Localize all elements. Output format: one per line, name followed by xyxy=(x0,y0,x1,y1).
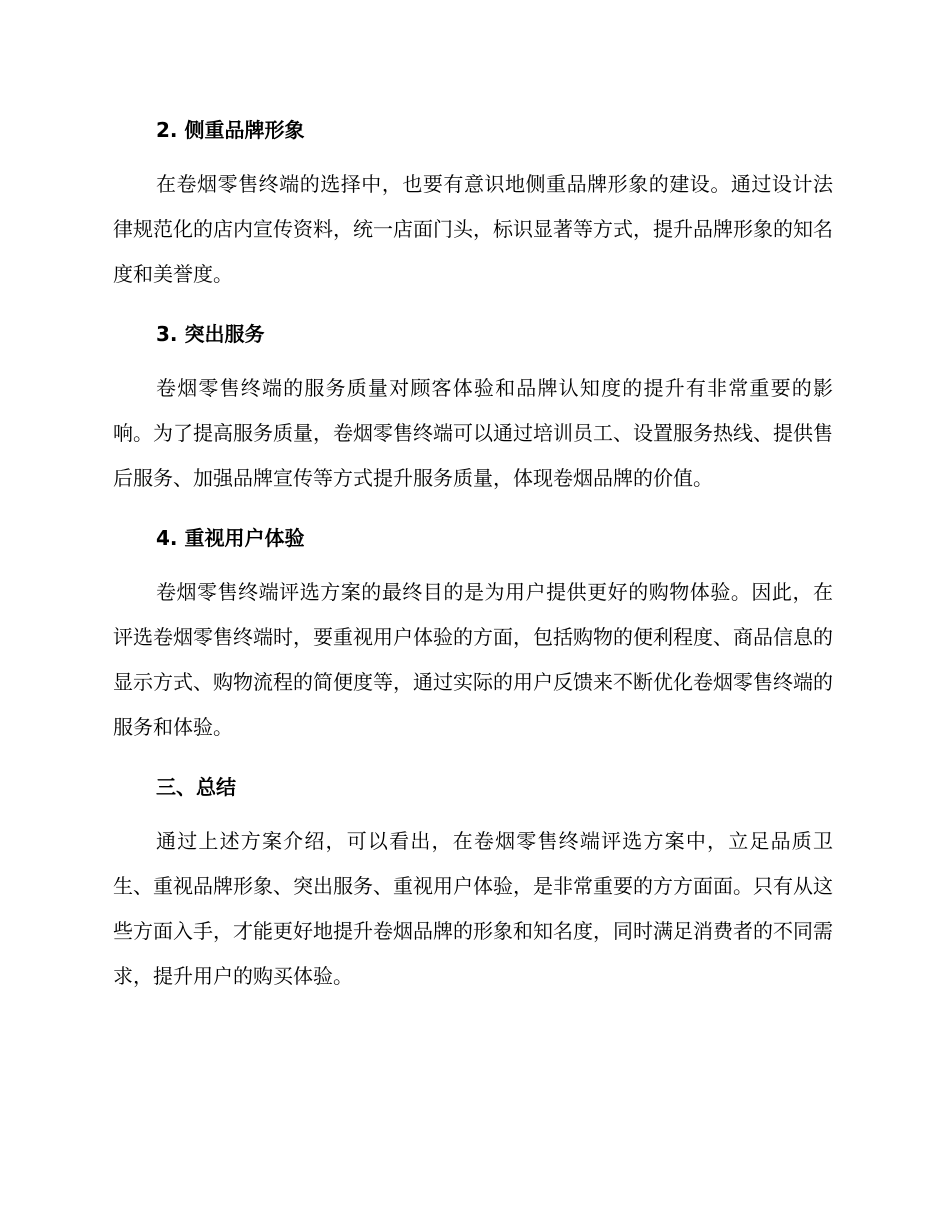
section-paragraph-user-experience: 卷烟零售终端评选方案的最终目的是为用户提供更好的购物体验。因此，在评选卷烟零售终端时，要重视用户体验的方面，包括购物的便利程度、商品信息的显示方式、购物流程的简便度等，通过实际的用户反馈来不断优化卷烟零售终端的服务和体验。 xyxy=(113,580,833,739)
section-heading-brand-image: 2. 侧重品牌形象 xyxy=(156,118,305,142)
document-body xyxy=(113,108,833,999)
section-paragraph-brand-image: 在卷烟零售终端的选择中，也要有意识地侧重品牌形象的建设。通过设计法律规范化的店内宣传资料，统一店面门头，标识显著等方式，提升品牌形象的知名度和美誉度。 xyxy=(113,172,833,286)
section-paragraph-summary: 通过上述方案介绍，可以看出，在卷烟零售终端评选方案中，立足品质卫生、重视品牌形象、突出服务、重视用户体验，是非常重要的方方面面。只有从这些方面入手，才能更好地提升卷烟品牌的形象和知名度，同时满足消费者的不同需求，提升用户的购买体验。 xyxy=(113,829,833,988)
section-heading-summary: 三、总结 xyxy=(156,775,236,799)
section-heading-user-experience: 4. 重视用户体验 xyxy=(156,526,305,550)
section-paragraph-service: 卷烟零售终端的服务质量对顾客体验和品牌认知度的提升有非常重要的影响。为了提高服务质量，卷烟零售终端可以通过培训员工、设置服务热线、提供售后服务、加强品牌宣传等方式提升服务质量，体现卷烟品牌的价值。 xyxy=(113,376,833,490)
section-heading-service: 3. 突出服务 xyxy=(156,322,265,346)
